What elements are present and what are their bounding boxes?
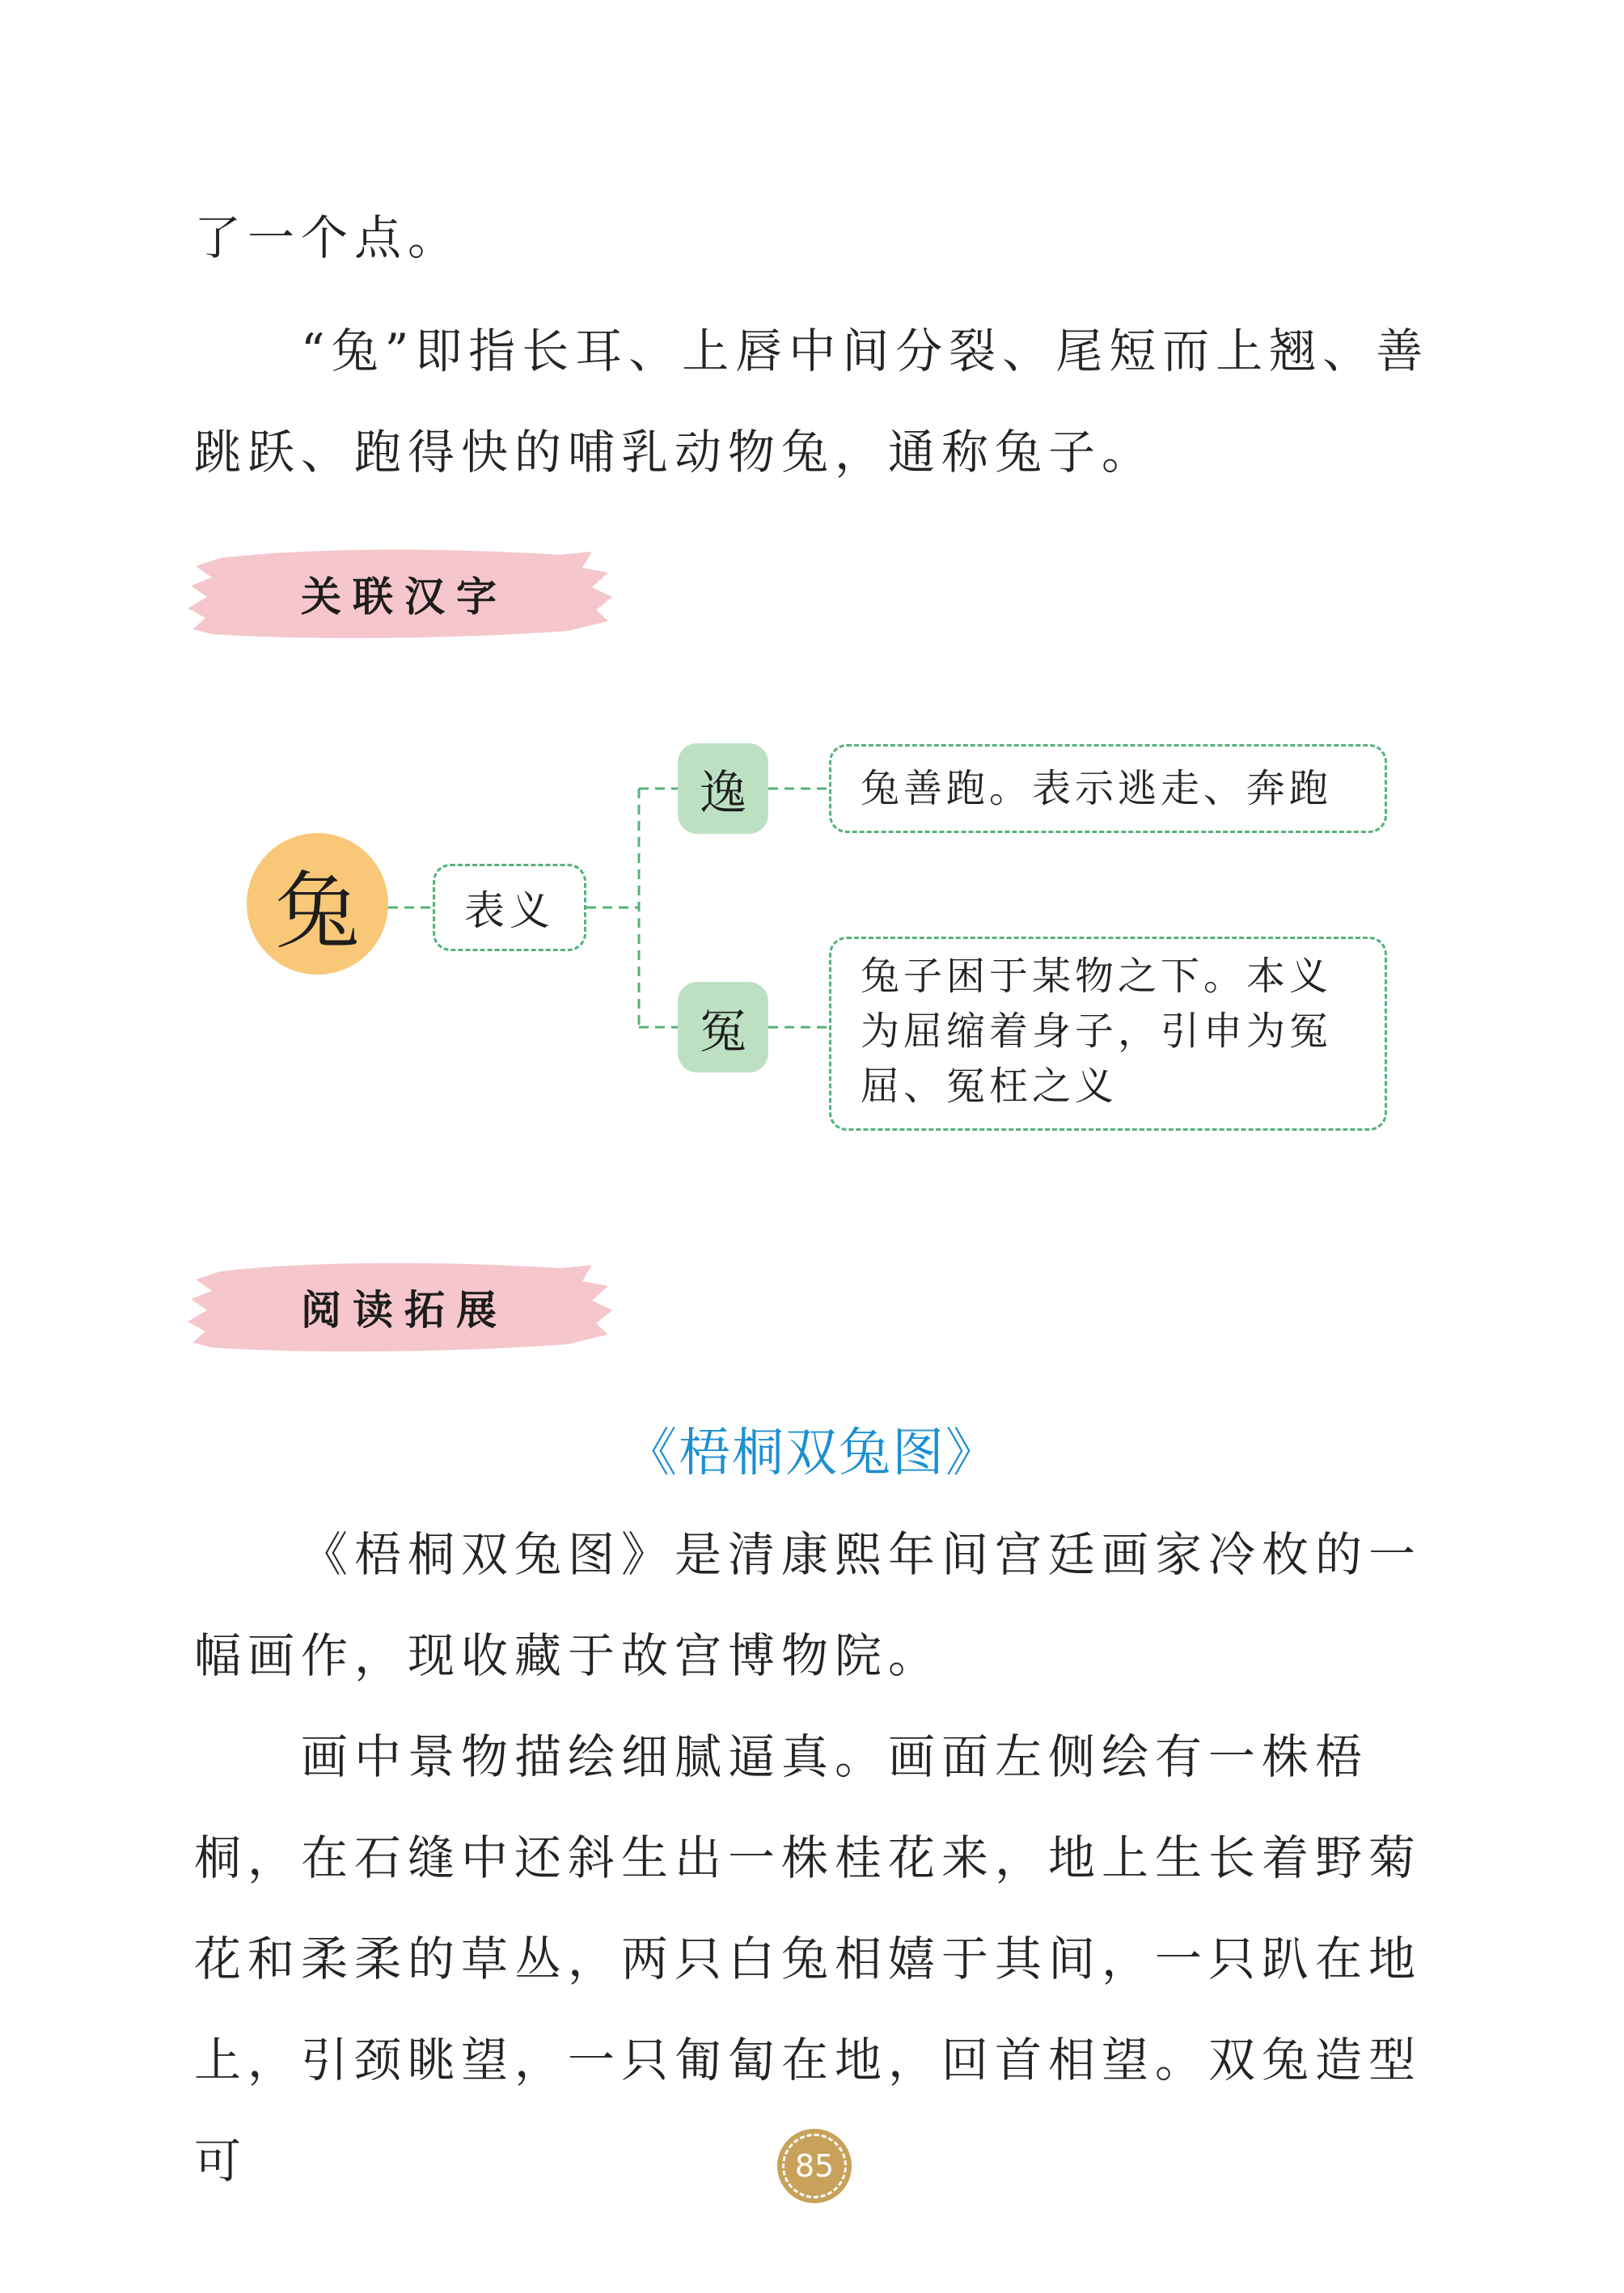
branch-desc-box-yi: 兔善跑。表示逃走、奔跑: [829, 744, 1387, 833]
reading-paragraph-1: 《梧桐双兔图》是清康熙年间宫廷画家冷枚的一幅画作，现收藏于故宫博物院。: [194, 1527, 1423, 1683]
meaning-label-box: 表义: [433, 864, 586, 951]
reading-extension-heading: 阅读拓展: [301, 1286, 508, 1334]
page-number-badge: [777, 2129, 852, 2203]
reading-paragraph-2: 画中景物描绘细腻逼真。画面左侧绘有一株梧桐，在石缝中还斜生出一株桂花来，地上生长着野菊花和柔柔的草丛，两只白兔相嬉于其间，一只趴在地上，引颈眺望，一只匍匐在地，回首相望。双兔造型可: [194, 1729, 1423, 2189]
intro-line-top: 了一个点。: [194, 210, 462, 265]
article-title: 《梧桐双兔图》: [625, 1424, 999, 1483]
related-chars-heading: 关联汉字: [301, 573, 508, 620]
intro-paragraph: “兔”即指长耳、上唇中间分裂、尾短而上翘、善跳跃、跑得快的哺乳动物兔，通称兔子。: [194, 324, 1430, 480]
reading-extension-banner: [188, 1254, 616, 1359]
branch-char-tile-yi: 逸: [678, 743, 768, 834]
branch-char-tile-yuan: 冤: [678, 982, 768, 1072]
branch-desc-box-yuan: 兔子困于某物之下。本义为屈缩着身子，引申为冤屈、冤枉之义: [829, 937, 1387, 1131]
root-character-circle: 兔: [247, 833, 388, 975]
page-number: 85: [794, 2148, 835, 2184]
